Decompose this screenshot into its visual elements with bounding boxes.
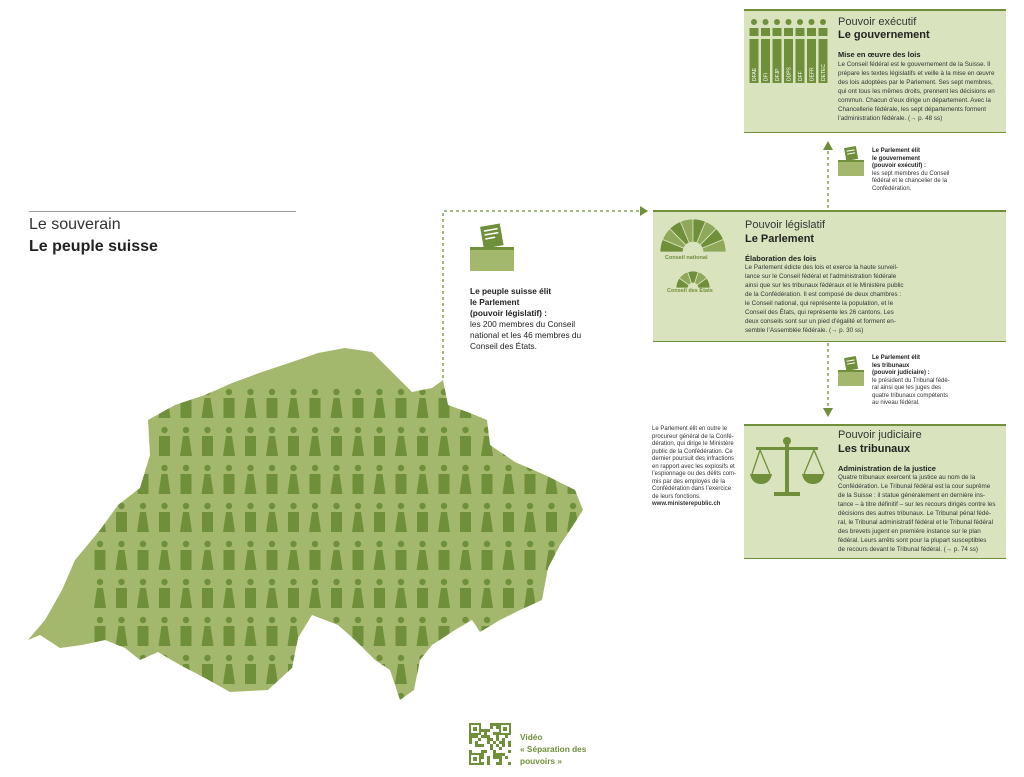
qr-cell [487,729,490,732]
video-line: Vidéo [520,732,543,742]
prosecutor-link[interactable]: www.ministerepublic.ch [652,501,721,507]
judicial-line: fédéral. Leurs arrêts sont pour la plupart susceptibles [838,537,987,544]
qr-cell [481,735,484,738]
qr-cell [496,726,499,729]
qr-cell [496,753,499,756]
qr-cell [478,738,481,741]
qr-cell [496,723,499,726]
note-jud [872,355,982,408]
note-jud-line: le président du Tribunal fédé- [872,377,950,384]
legislative-title: Pouvoir législatif [745,219,826,231]
qr-cell [505,756,508,759]
note-exec-line: Confédération. [872,185,912,192]
legislative-line: semble l’Assemblée fédérale. (→ p. 30 ss) [745,327,864,334]
sovereign-subtitle: Le peuple suisse [29,238,158,255]
qr-cell [496,744,499,747]
judicial-line: Confédération. Le Tribunal fédéral est la cour suprême [838,483,991,490]
ballot-box-small-icon [838,355,866,387]
qr-cell [505,735,508,738]
qr-cell [487,741,490,744]
executive-line: qui ont tous les mêmes droits, prennent les décisions en [838,88,995,95]
qr-cell [475,735,478,738]
qr-cell [508,762,511,765]
department-label: DEFR [809,67,816,81]
note-prosecutor-line: dernier poursuit des infractions [652,456,735,462]
note-prosecutor-line: public de la Confédération. Ce [652,448,733,455]
qr-cell [508,750,511,753]
note-prosecutor-line: procureur général de la Confé- [652,433,734,440]
qr-cell [502,738,505,741]
qr-cell [487,735,490,738]
qr-cell [484,732,487,735]
executive-heading: Mise en œuvre des lois [838,50,921,59]
judicial-title: Pouvoir judiciaire [838,429,922,441]
department-label: DFI [763,72,770,81]
note-jud-bold: (pouvoir judiciaire) : [872,370,930,376]
qr-cell [499,759,502,762]
note-jud-line: quatre tribunaux compétents [872,392,949,399]
qr-cell [481,753,484,756]
qr-code-icon[interactable] [469,723,511,765]
qr-cell [487,738,490,741]
qr-cell [499,753,502,756]
executive-line: prépare les textes législatifs et veille à la mise en œuvre [838,70,995,77]
caption-line-2: national et les 46 membres du [470,330,582,340]
note-prosecutor-line: dération, qui dirige le Ministère [652,441,734,447]
legislative-line: de la Confédération. Il est composé de deux chambres : [745,291,902,298]
qr-cell [481,744,484,747]
judicial-heading: Administration de la justice [838,464,936,473]
judicial-line: de la Suisse : il statue généralement en dernière ins- [838,492,986,499]
qr-cell [475,744,478,747]
scales-of-justice-icon [750,434,824,502]
note-prosecutor-line: l’espionnage ou des délits com- [652,471,737,477]
qr-cell [469,741,472,744]
legislative-line: le Conseil national, qui représente la population, et le [745,300,894,307]
qr-cell [490,744,493,747]
qr-cell [484,735,487,738]
qr-cell [481,729,484,732]
qr-cell [469,738,472,741]
executive-title: Pouvoir exécutif [838,16,917,28]
qr-cell [493,750,496,753]
judicial-line: tance – à titre définitif – sur les recours dirigés contre les [838,501,996,508]
caption-line-1: les 200 membres du Conseil [470,319,576,329]
caption-line-3: Conseil des États. [470,341,537,351]
legislative-text [745,263,1005,335]
judicial-line: de recours devant le Tribunal fédéral. (→ p. 74 ss) [838,546,979,553]
legislative-line: deux conseils sont sur un pied d’égalité et forment en- [745,318,896,325]
qr-cell [484,750,487,753]
note-exec-bold: (pouvoir exécutif) : [872,163,927,169]
legislative-box [653,210,1006,342]
qr-cell [508,744,511,747]
qr-cell [499,762,502,765]
caption-bold-1: Le peuple suisse élit [470,286,552,296]
executive-line: commun. Chacun d’eux dirige un département. Avec la [838,97,991,104]
judicial-text [838,473,1006,554]
note-jud-line: ral ainsi que les juges des [872,385,942,391]
legislative-line: ainsi que sur les tribunaux fédéraux et le Ministère public [745,282,904,289]
qr-cell [496,735,499,738]
video-line: pouvoirs » [520,756,562,766]
qr-cell [487,762,490,765]
department-label: DETEC [821,64,827,81]
executive-subtitle: Le gouvernement [838,29,930,41]
note-jud-bold: les tribunaux [872,362,910,369]
note-jud-bold: Le Parlement élit [872,355,921,361]
qr-cell [487,756,490,759]
qr-cell [499,741,502,744]
department-label: DDPS [786,67,793,81]
qr-cell [472,735,475,738]
sovereign-title: Le souverain [29,216,121,233]
legislative-line: Le Parlement édicte des lois et exerce la haute surveil- [745,264,898,271]
note-prosecutor-line: en rapport avec les explosifs et [652,463,735,470]
legislative-line: Conseil des États, qui représente les 26 cantons. Les [745,309,894,316]
qr-cell [469,750,472,753]
qr-cell [493,756,496,759]
qr-cell [493,741,496,744]
video-line: « Séparation des [520,744,587,754]
arrow-down-icon [823,408,833,417]
department-label: DFF [798,71,804,81]
qr-cell [499,747,502,750]
qr-cell [493,723,496,726]
note-exec-line: les sept membres du Conseil [872,170,950,177]
judicial-box [744,424,1006,559]
judicial-line: ral, le Tribunal administratif fédéral et le Tribunal fédéral [838,519,994,526]
caption-bold-2: le Parlement [470,297,520,307]
qr-cell [469,735,472,738]
note-prosecutor [652,426,742,509]
qr-cell [508,741,511,744]
qr-cell [481,750,484,753]
chamber-national-label: Conseil national [665,255,708,261]
judicial-line: des brevets jugent en première instance sur le plan [838,528,981,535]
qr-cell [496,738,499,741]
executive-line: Chancellerie fédérale, les sept départements forment [838,106,987,113]
qr-cell [481,756,484,759]
qr-cell [484,729,487,732]
legislative-line: lance sur le Conseil fédéral et l’administration fédérale [745,273,897,280]
qr-cell [496,762,499,765]
note-exec-bold: le gouvernement [872,155,921,162]
qr-cell [475,741,478,744]
qr-cell [490,723,493,726]
qr-cell [493,732,496,735]
qr-cell [493,753,496,756]
department-label: DFAE [752,67,758,81]
note-prosecutor-line: Confédération dans l’exercice [652,486,732,492]
qr-cell [490,726,493,729]
note-exec-bold: Le Parlement élit [872,148,921,154]
note-jud-line: au niveau fédéral. [872,400,920,406]
legislative-heading: Élaboration des lois [745,254,817,263]
video-link[interactable] [520,731,586,767]
qr-cell [487,759,490,762]
note-prosecutor-line: mis par des employés de la [652,478,726,485]
judicial-line: décisions des autres tribunaux. Le Tribunal pénal fédé- [838,510,991,517]
note-exec-line: fédéral et le chancelier de la [872,178,948,184]
executive-line: des lois adoptées par le Parlement. Ses sept membres, [838,79,993,86]
qr-cell [502,744,505,747]
qr-cell [478,744,481,747]
ballot-box-small-icon [838,145,866,177]
executive-line: Le Conseil fédéral est le gouvernement de la Suisse. Il [838,61,991,68]
qr-cell [499,756,502,759]
judicial-line: Quatre tribunaux exercent la justice au nom de la [838,474,976,481]
qr-cell [490,738,493,741]
judicial-subtitle: Les tribunaux [838,443,911,455]
qr-cell [496,756,499,759]
qr-cell [502,741,505,744]
caption-bold-3: (pouvoir législatif) : [470,308,547,318]
qr-cell [481,762,484,765]
chamber-states-label: Conseil des États [667,288,713,294]
legislative-subtitle: Le Parlement [745,233,815,245]
department-label: DFJP [775,68,781,81]
qr-cell [502,753,505,756]
qr-cell [496,732,499,735]
note-exec [872,148,982,193]
executive-line: l’administration fédérale. (→ p. 48 ss) [838,115,943,122]
note-prosecutor-line: Le Parlement élit en outre le [652,426,728,432]
arrow-up-icon [823,141,833,150]
note-prosecutor-line: de leurs fonctions. [652,493,701,500]
qr-cell [490,747,493,750]
